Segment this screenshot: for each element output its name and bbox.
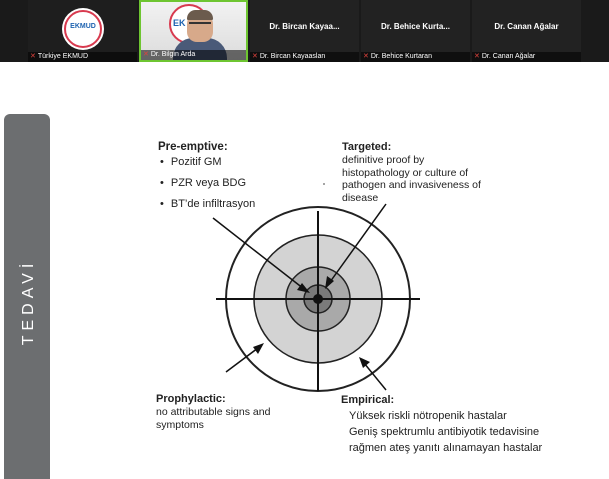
participant-tile-label: Dr. Canan Ağalar [494,22,559,31]
participant-name: Türkiye EKMUD [37,53,89,60]
targeted-description: definitive proof by histopathology or culture of pathogen and invasiveness of disease [342,154,481,204]
empirical-line: rağmen ateş yanıtı alınamayan hastalar [349,442,543,454]
prophylactic-title: Prophylactic: [156,393,226,405]
preemptive-list [160,156,255,219]
preemptive-title: Pre-emptive: [158,141,228,153]
empirical-lines [349,408,599,456]
background-logo-text: EK [173,18,186,28]
preemptive-item: • Pozitif GM [160,156,255,169]
targeted-title: Targeted: [342,141,392,153]
empirical-line: Yüksek riskli nötropenik hastalar [349,410,507,422]
empirical-line: Geniş spektrumlu antibiyotik tedavisine [349,426,540,438]
muted-mic-icon: ✕ [474,53,480,60]
side-section-text: TEDAVİ [20,258,37,346]
preemptive-item: • PZR veya BDG [160,177,255,190]
participant-name: Dr. Canan Ağalar [481,53,536,60]
participant-tile-label: Dr. Bircan Kayaa... [269,22,340,31]
logo-text: EKMUD [70,23,96,30]
participant-tile-label: Dr. Behice Kurta... [381,22,450,31]
muted-mic-icon: ✕ [143,51,149,58]
preemptive-item: • BT’de infiltrasyon [160,198,255,211]
muted-mic-icon: ✕ [30,53,36,60]
participant-name: Dr. Bilgin Arda [150,51,196,58]
prophylactic-description: no attributable signs and symptoms [156,406,271,431]
muted-mic-icon: ✕ [363,53,369,60]
muted-mic-icon: ✕ [252,53,258,60]
participant-name: Dr. Bircan Kayaaslan [259,53,326,60]
stray-dot [323,183,325,185]
empirical-title: Empirical: [341,394,395,406]
participant-name: Dr. Behice Kurtaran [370,53,432,60]
